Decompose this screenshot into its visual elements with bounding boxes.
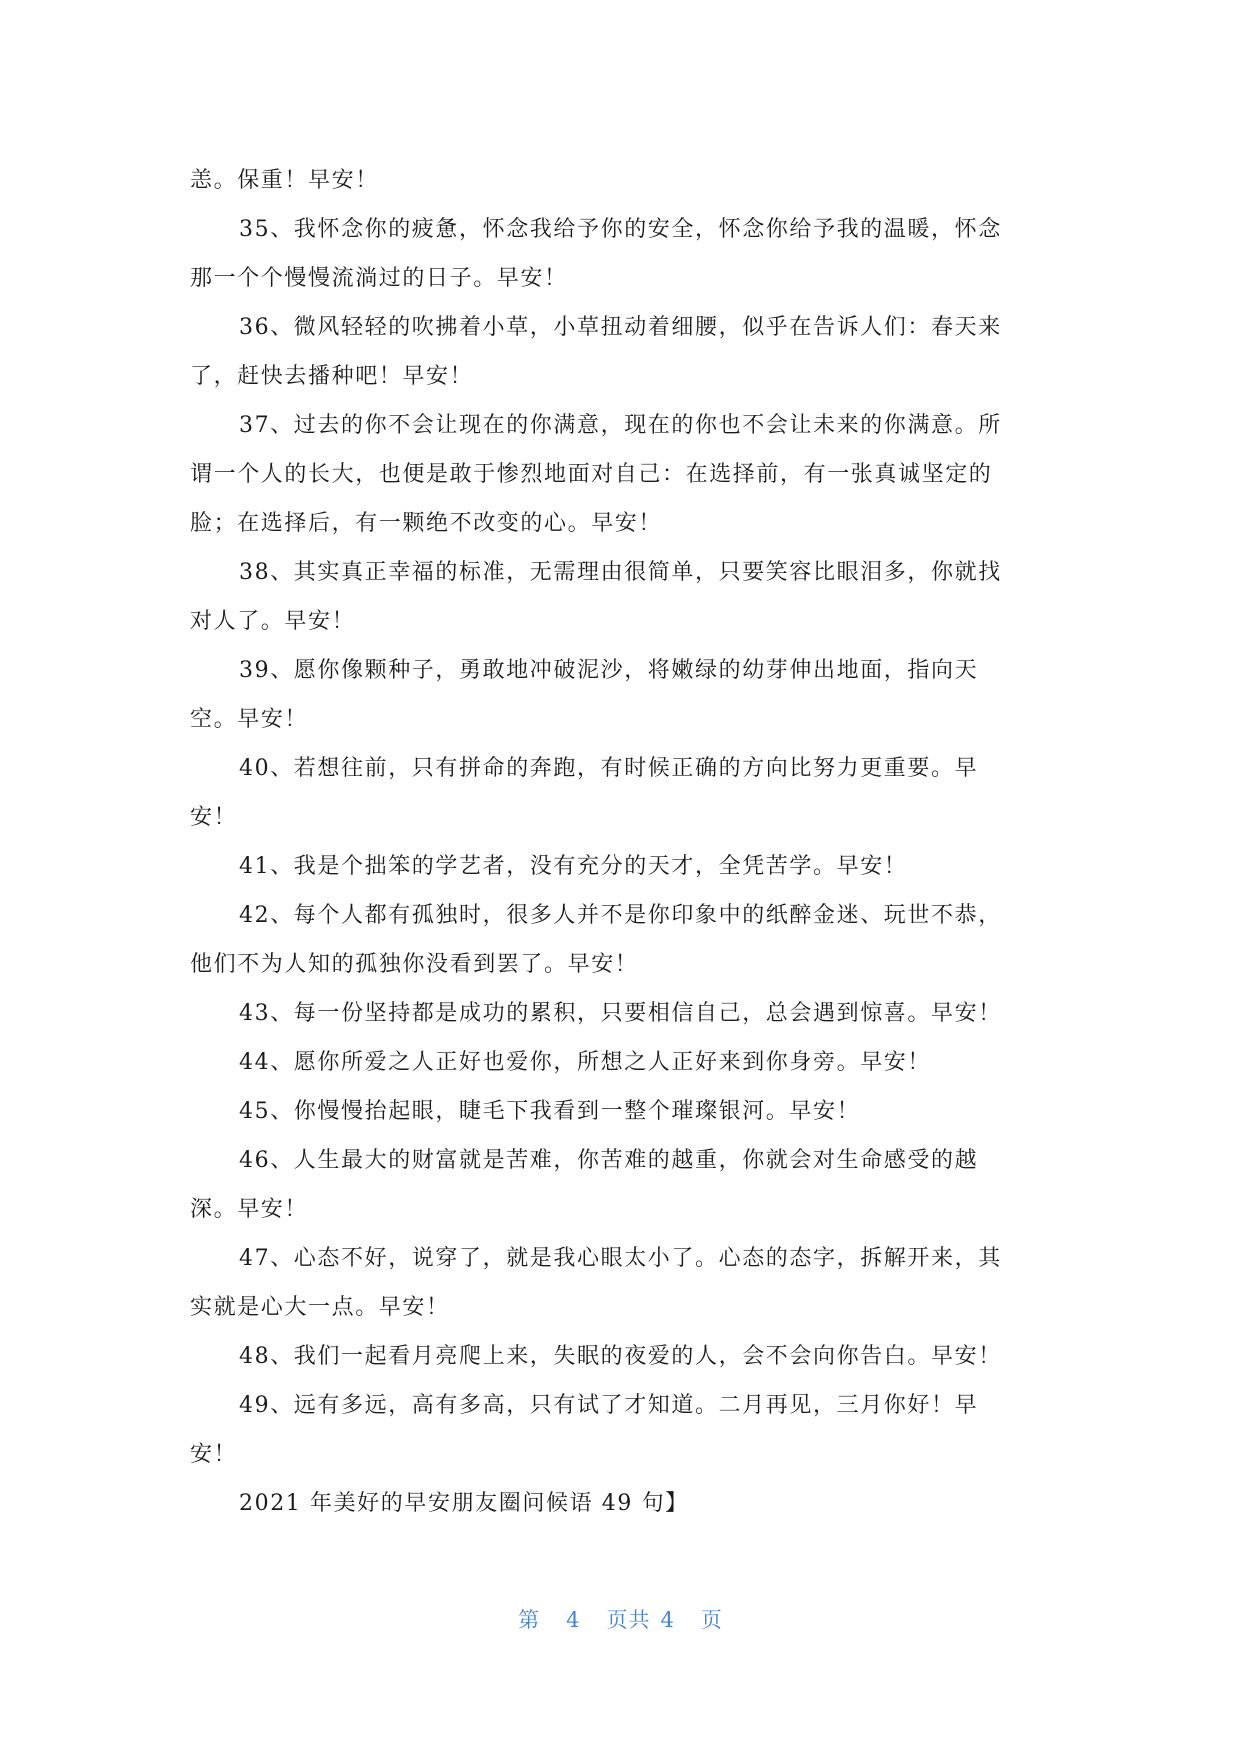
text-line: 44、愿你所爱之人正好也爱你，所想之人正好来到你身旁。早安！	[239, 1050, 931, 1075]
text-line: 48、我们一起看月亮爬上来，失眠的夜爱的人，会不会向你告白。早安！	[239, 1344, 1002, 1369]
text-line: 36、微风轻轻的吹拂着小草，小草扭动着细腰，似乎在告诉人们：春天来	[239, 315, 1002, 340]
footer-current-page: 4	[566, 1608, 581, 1632]
text-line: 41、我是个拙笨的学艺者，没有充分的天才，全凭苦学。早安！	[239, 854, 908, 879]
text-line: 39、愿你像颗种子，勇敢地冲破泥沙，将嫩绿的幼芽伸出地面，指向天	[239, 658, 979, 683]
text-line: 他们不为人知的孤独你没看到罢了。早安！	[190, 952, 639, 977]
text-line: 37、过去的你不会让现在的你满意，现在的你也不会让未来的你满意。所	[239, 413, 1002, 438]
text-line: 空。早安！	[190, 707, 309, 732]
text-line: 实就是心大一点。早安！	[190, 1295, 450, 1320]
document-body	[190, 156, 1050, 1528]
text-line: 45、你慢慢抬起眼，睫毛下我看到一整个璀璨银河。早安！	[239, 1099, 861, 1124]
page-footer	[0, 1604, 1241, 1644]
text-line: 42、每个人都有孤独时，很多人并不是你印象中的纸醉金迷、玩世不恭，	[239, 903, 1002, 928]
text-line: 对人了。早安！	[190, 609, 356, 634]
text-line: 谓一个人的长大，也便是敢于惨烈地面对自己：在选择前，有一张真诚坚定的	[190, 462, 993, 487]
text-line: 43、每一份坚持都是成功的累积，只要相信自己，总会遇到惊喜。早安！	[239, 1001, 1002, 1026]
text-line: 安！	[190, 805, 238, 830]
footer-prefix: 第	[518, 1608, 541, 1632]
text-line: 恙。保重！早安！	[190, 168, 379, 193]
text-line: 了，赶快去播种吧！早安！	[190, 364, 474, 389]
text-line: 脸；在选择后，有一颗绝不改变的心。早安！	[190, 511, 663, 536]
text-line: 那一个个慢慢流淌过的日子。早安！	[190, 266, 568, 291]
footer-total-pages: 4	[660, 1608, 675, 1632]
text-line: 安！	[190, 1442, 238, 1467]
footer-middle: 页共	[606, 1608, 651, 1632]
closing-line: 2021 年美好的早安朋友圈问候语 49 句】	[239, 1491, 689, 1516]
text-line: 深。早安！	[190, 1197, 309, 1222]
text-line: 47、心态不好，说穿了，就是我心眼太小了。心态的态字，拆解开来，其	[239, 1246, 1002, 1271]
text-line: 38、其实真正幸福的标准，无需理由很简单，只要笑容比眼泪多，你就找	[239, 560, 1002, 585]
text-line: 49、远有多远，高有多高，只有试了才知道。二月再见，三月你好！早	[239, 1393, 979, 1418]
text-line: 40、若想往前，只有拼命的奔跑，有时候正确的方向比努力更重要。早	[239, 756, 979, 781]
footer-suffix: 页	[700, 1608, 723, 1632]
text-line: 46、人生最大的财富就是苦难，你苦难的越重，你就会对生命感受的越	[239, 1148, 979, 1173]
text-line: 35、我怀念你的疲惫，怀念我给予你的安全，怀念你给予我的温暖，怀念	[239, 217, 1002, 242]
